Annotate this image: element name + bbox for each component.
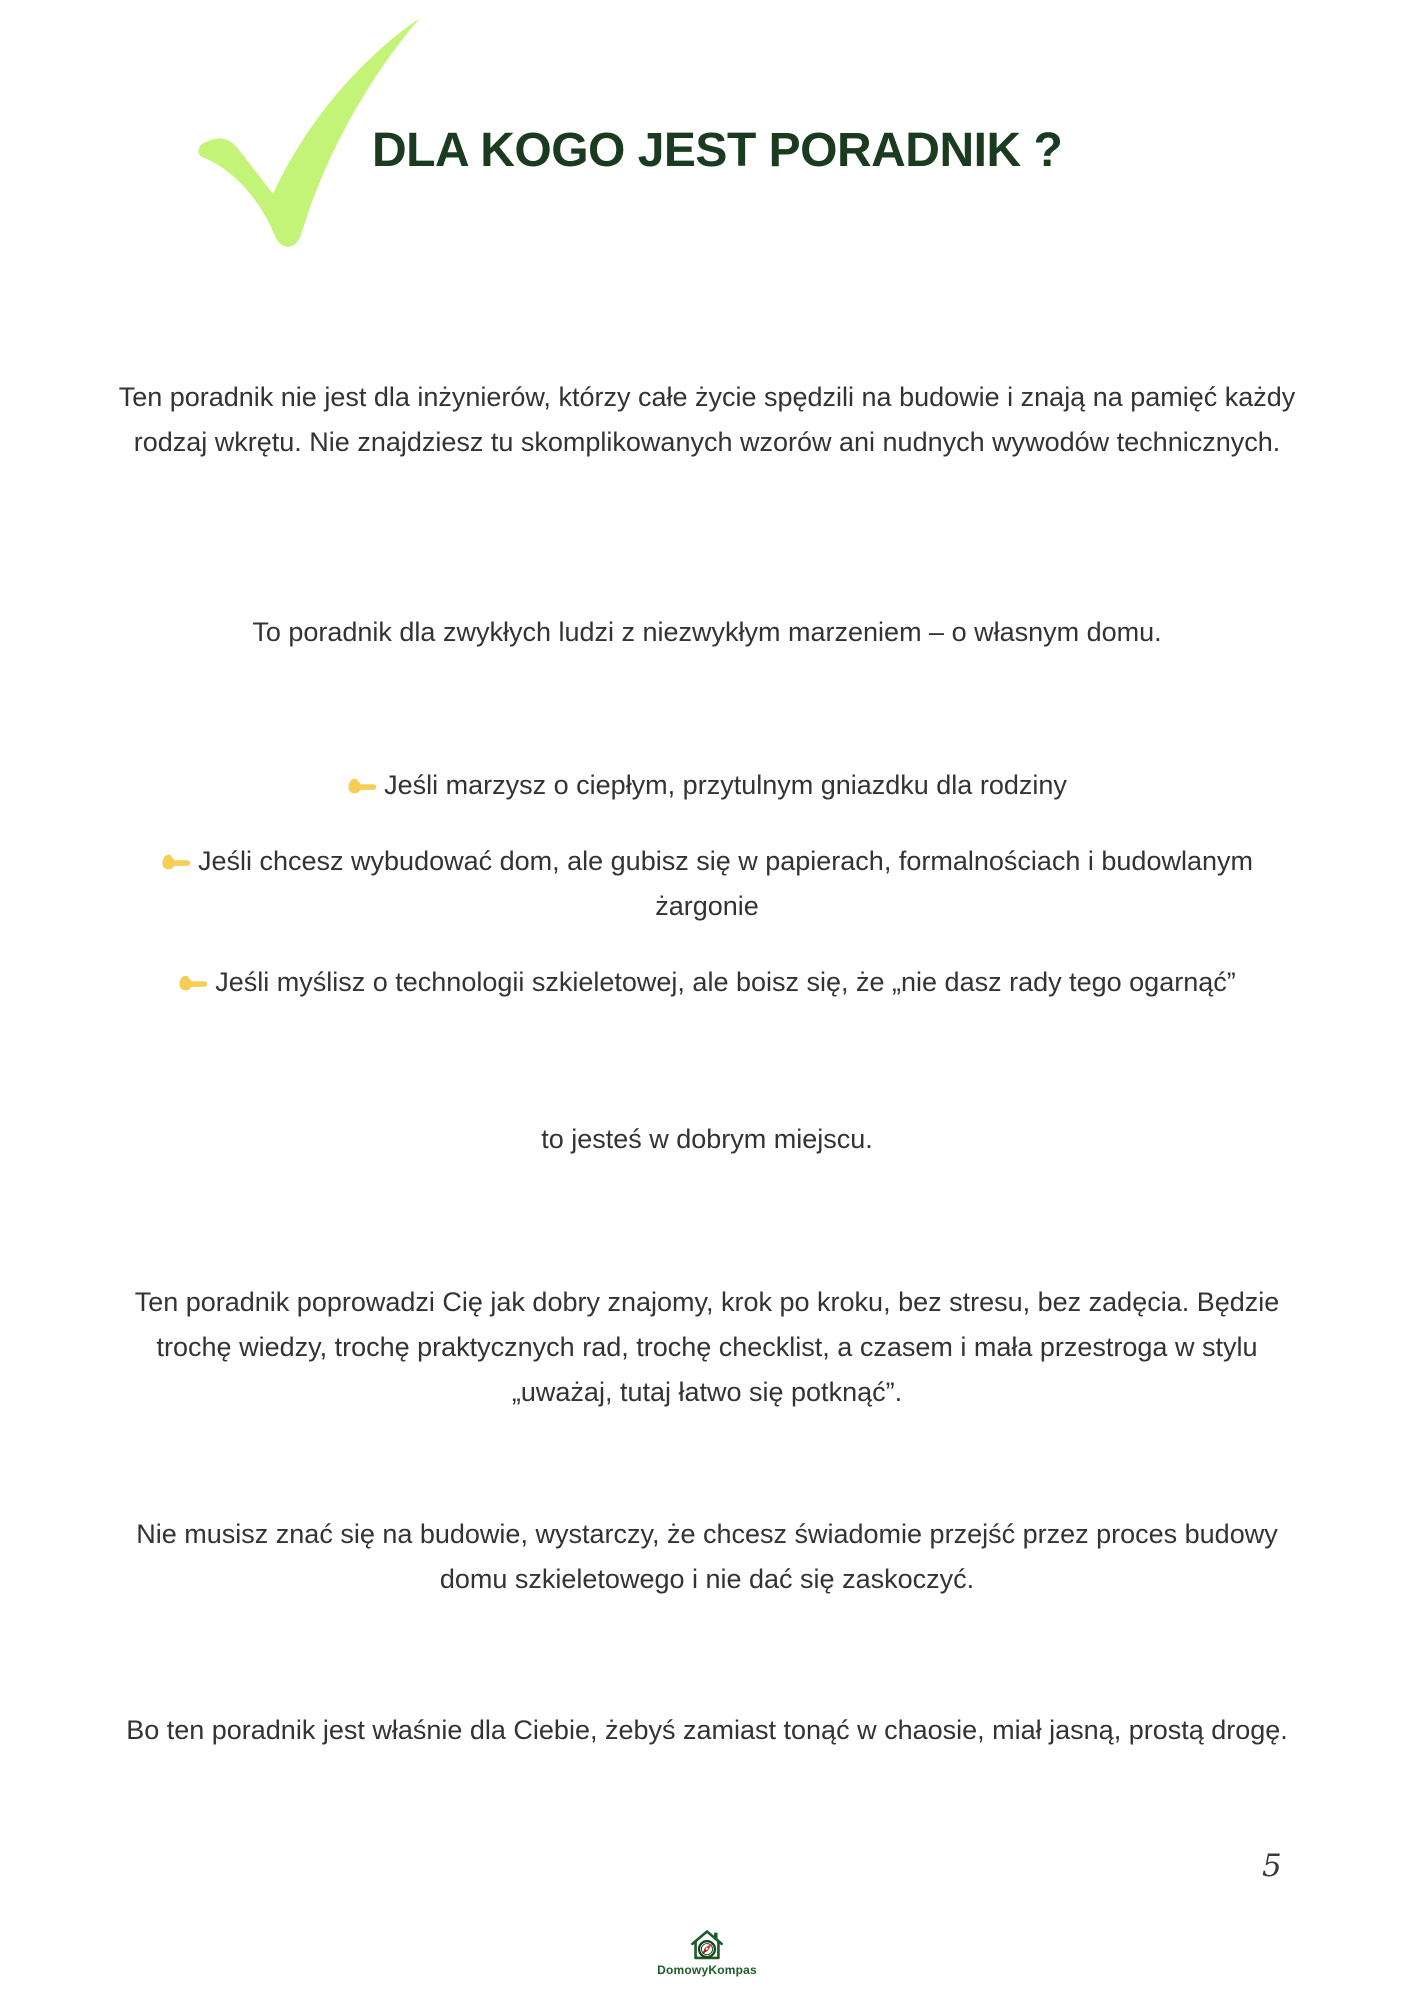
paragraph-conclusion: to jesteś w dobrym miejscu. xyxy=(541,1124,873,1154)
pointing-finger-icon xyxy=(161,839,191,884)
bullet-text: Jeśli myślisz o technologii szkieletowej, ale boisz się, że „nie dasz rady tego ogarnąć” xyxy=(215,967,1236,997)
bullet-list xyxy=(110,763,1304,1036)
bullet-text: Jeśli chcesz wybudować dom, ale gubisz się w papierach, formalnościach i budowlanym żargonie xyxy=(197,846,1253,921)
pointing-finger-icon xyxy=(347,763,377,808)
pointing-finger-icon xyxy=(178,960,208,1005)
bullet-item xyxy=(110,960,1304,1005)
paragraph-audience: To poradnik dla zwykłych ludzi z niezwykłym marzeniem – o własnym domu. xyxy=(252,617,1162,647)
page-title: DLA KOGO JEST PORADNIK ? xyxy=(372,124,1063,177)
paragraph-no-expertise: Nie musisz znać się na budowie, wystarczy, że chcesz świadomie przejść przez proces budowy domu szkieletowego i nie dać się zaskoczyć. xyxy=(136,1519,1278,1594)
bullet-item xyxy=(110,763,1304,808)
house-compass-icon xyxy=(688,1928,726,1962)
logo-text: DomowyKompas xyxy=(657,1963,757,1977)
page-number: 5 xyxy=(1262,1848,1282,1884)
paragraph-guide-style: Ten poradnik poprowadzi Cię jak dobry znajomy, krok po kroku, bez stresu, bez zadęcia. Będzie trochę wiedzy, trochę praktycznych rad, trochę checklist, a czasem i mała przestroga w stylu „uważaj, tutaj łatwo się potknąć”. xyxy=(134,1287,1280,1407)
paragraph-intro: Ten poradnik nie jest dla inżynierów, którzy całe życie spędzili na budowie i znają na pamięć każdy rodzaj wkrętu. Nie znajdziesz tu skomplikowanych wzorów ani nudnych wywodów technicznych. xyxy=(118,382,1296,457)
paragraph-for-you: Bo ten poradnik jest właśnie dla Ciebie, żebyś zamiast tonąć w chaosie, miał jasną, prostą drogę. xyxy=(126,1715,1288,1745)
bullet-item xyxy=(110,839,1304,929)
bullet-text: Jeśli marzysz o ciepłym, przytulnym gniazdku dla rodziny xyxy=(384,770,1067,800)
logo xyxy=(0,1928,1414,1977)
